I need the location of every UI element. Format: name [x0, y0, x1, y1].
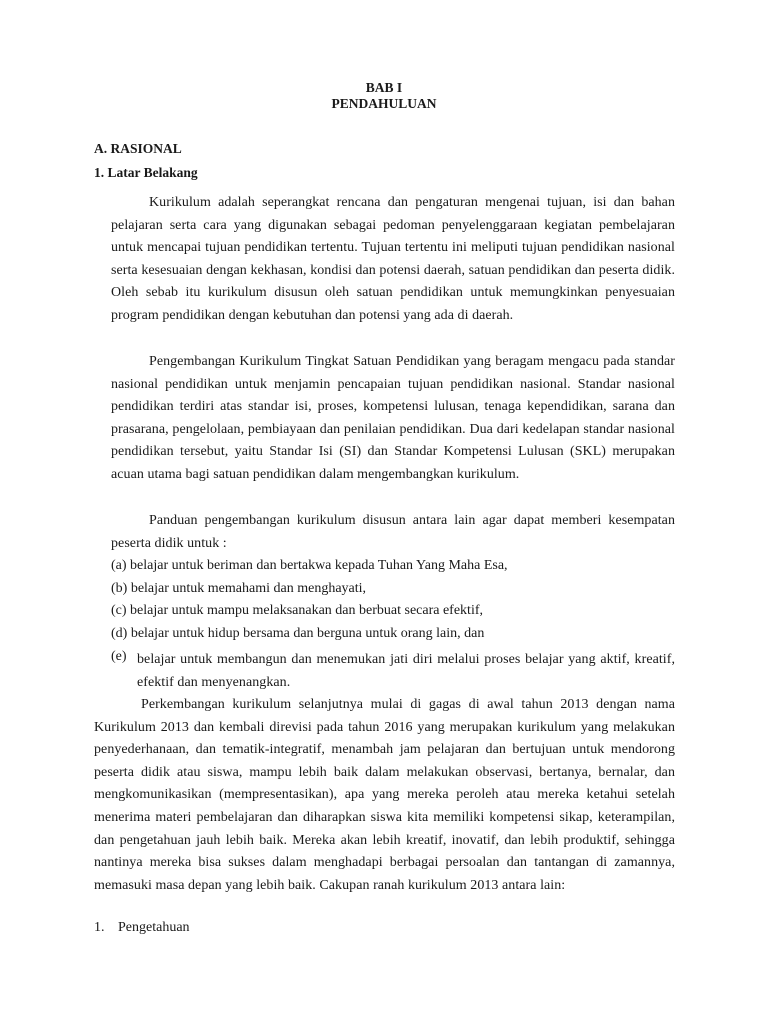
- list-item: belajar untuk membangun dan menemukan jati diri melalui proses belajar yang aktif, kreatif, efektif dan menyenangkan.: [137, 652, 675, 690]
- list-item: (b) belajar untuk memahami dan menghayati,: [111, 581, 367, 596]
- numbered-item-text: Pengetahuan: [118, 920, 190, 935]
- list-item-marker: (e): [111, 649, 127, 664]
- list-item: (a) belajar untuk beriman dan bertakwa kepada Tuhan Yang Maha Esa,: [111, 558, 508, 573]
- chapter-subtitle: PENDAHULUAN: [331, 96, 437, 111]
- paragraph-4: Perkembangan kurikulum selanjutnya mulai di gagas di awal tahun 2013 dengan nama Kurikulum 2013 dan kembali direvisi pada tahun 2016 yang merupakan kurikulum yang melakukan penyederhanaan, dan tematik-integratif, menambah jam pelajaran dan bertujuan untuk mendorong peserta didik atau siswa, mampu lebih baik dalam melakukan observasi, bertanya, bernalar, dan mengkomunikasikan (mempresentasikan), apa yang mereka peroleh atau mereka ketahui setelah menerima materi pembelajaran dan diharapkan siswa kita memiliki kompetensi sikap, keterampilan, dan pengetahuan jauh lebih baik. Mereka akan lebih kreatif, inovatif, dan lebih produktif, sehingga nantinya mereka bisa sukses dalam menghadapi berbagai persoalan dan tantangan di zamannya, memasuki masa depan yang lebih baik. Cakupan ranah kurikulum 2013 antara lain:: [94, 697, 675, 893]
- section-heading: A. RASIONAL: [94, 141, 182, 156]
- paragraph-2: Pengembangan Kurikulum Tingkat Satuan Pendidikan yang beragam mengacu pada standar nasional pendidikan untuk menjamin pencapaian tujuan pendidikan nasional. Standar nasional pendidikan terdiri atas standar isi, proses, kompetensi lulusan, tenaga kependidikan, sarana dan prasarana, pengelolaan, pembiayaan dan penilaian pendidikan. Dua dari kedelapan standar nasional pendidikan tersebut, yaitu Standar Isi (SI) dan Standar Kompetensi Lulusan (SKL) merupakan acuan utama bagi satuan pendidikan dalam mengembangkan kurikulum.: [111, 354, 675, 482]
- list-item: (c) belajar untuk mampu melaksanakan dan berbuat secara efektif,: [111, 603, 483, 618]
- subsection-heading: 1. Latar Belakang: [94, 165, 198, 180]
- numbered-item-marker: 1.: [94, 920, 105, 935]
- list-item: (d) belajar untuk hidup bersama dan berguna untuk orang lain, dan: [111, 626, 485, 641]
- chapter-title: BAB I: [365, 80, 403, 95]
- paragraph-1: Kurikulum adalah seperangkat rencana dan pengaturan mengenai tujuan, isi dan bahan pelajaran serta cara yang digunakan sebagai pedoman penyelenggaraan kegiatan pembelajaran untuk mencapai tujuan pendidikan tertentu. Tujuan tertentu ini meliputi tujuan pendidikan nasional serta kesesuaian dengan kekhasan, kondisi dan potensi daerah, satuan pendidikan dan peserta didik. Oleh sebab itu kurikulum disusun oleh satuan pendidikan untuk memungkinkan penyesuaian program pendidikan dengan kebutuhan dan potensi yang ada di daerah.: [111, 195, 675, 323]
- paragraph-3: Panduan pengembangan kurikulum disusun antara lain agar dapat memberi kesempatan peserta didik untuk :: [111, 513, 675, 551]
